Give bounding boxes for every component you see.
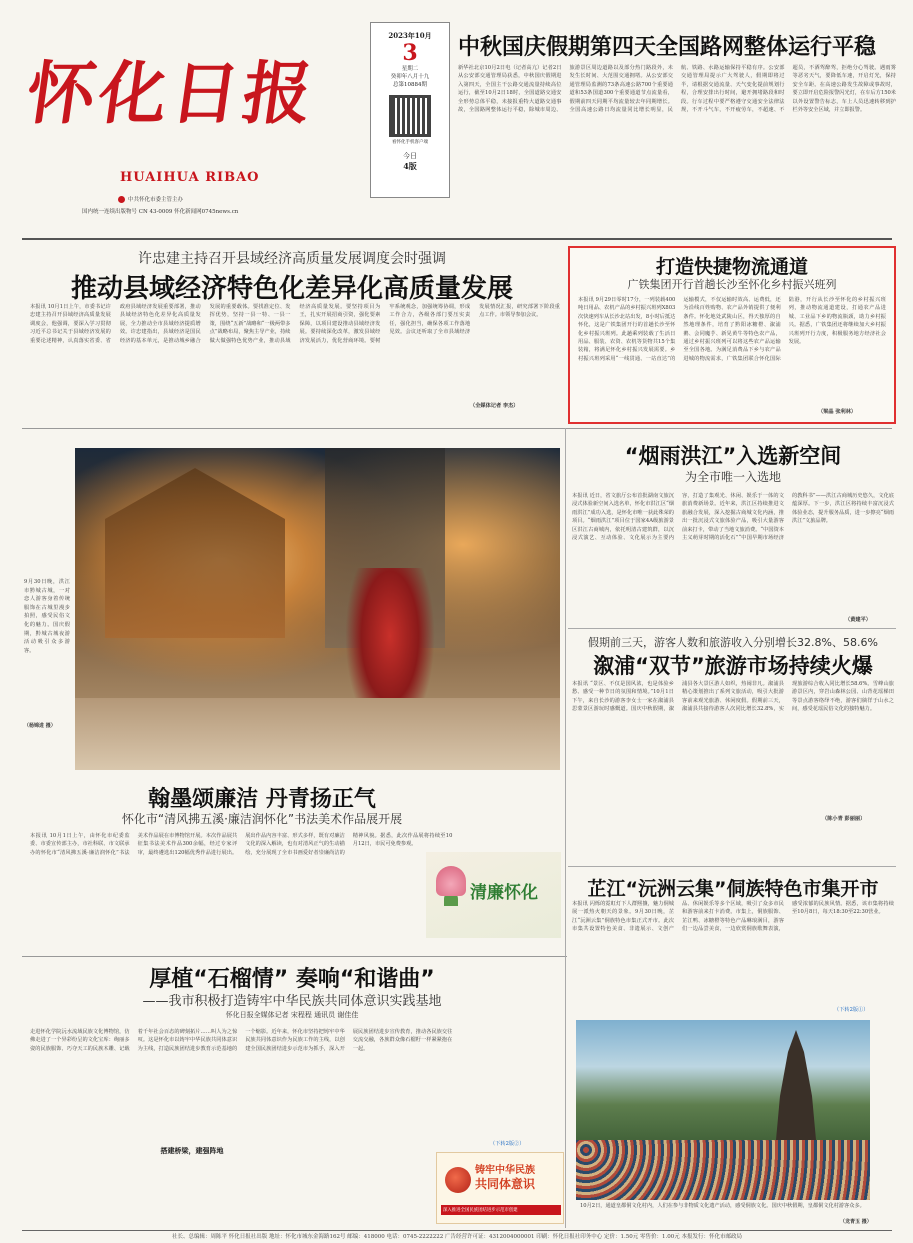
zhijiang-title: 芷江“沅洲云集”侗族特色市集开市: [587, 878, 879, 900]
calligraphy-body: 本报讯 10月1日上午，由怀化市纪委监委、市委宣传部主办，市社科联、市文联承办的怀化市“清风拂五溪·廉洁润怀化”书法美术作品展在市博物馆开展。本次作品展共征集书法美术作品300余幅，经过专家评审，最终遴选出120幅优秀作品进行展出。展出作品内容丰富、形式多样，既有对廉洁文化的深入解读，也有对清风正气的生动描绘，充分展现了全市书画爱好者崇廉尚洁的精神风貌。据悉，此次作品展将持续至10月12日，市民可免费参观。: [30, 833, 453, 856]
shiliu-body: 走进怀化学院沅水流域民族文化博物馆，仿佛走进了一个异彩纷呈的文化宝库：绚丽多姿的民族服饰、巧夺天工的民族木雕、记载着千年社会百态的碑刻拓片……叫人为之惊叹。这是怀化市以铸牢中华民族共同体意识为主线，打造民族团结进步教育示范基地的一个缩影。近年来，怀化市坚持把铸牢中华民族共同体意识作为民族工作的主线，以创建全国民族团结进步示范市为抓手，深入开展民族团结进步宣传教育，推动各民族交往交流交融，各族群众像石榴籽一样紧紧抱在一起。: [30, 1029, 453, 1052]
express-title: 打造快捷物流通道: [655, 256, 808, 278]
ethnic-unity-badge: [436, 1152, 564, 1224]
photo2-caption: [576, 1200, 870, 1232]
tourism-sig: （陈小青 彭丽丽）: [822, 816, 866, 822]
today-label: 今日: [403, 152, 417, 160]
clean-huaihua-cartoon: [426, 852, 561, 938]
hongjiang-sig: （黄建平）: [845, 617, 871, 623]
masthead-org: 中共怀化市委主管主办: [128, 197, 184, 203]
express-sig: （梁晶 张利林）: [818, 409, 857, 415]
section-rule-3: [22, 956, 567, 957]
badge-line2: 共同体意识: [475, 1177, 536, 1191]
hongjiang-title: “烟雨洪江”入选新空间: [624, 444, 842, 468]
hongjiang-body: 本报讯 近日，省文旅厅公布首批湖南文旅沉浸式体验新空间入选名单，怀化市洪江区“烟雨洪江”成功入选，是怀化市唯一获此殊荣的项目。“烟雨洪江”项目位于国家4A级旅游景区洪江古商城内，依托明清古建筑群，以沉浸式演艺、互动体验、文化展示为主要内容，打造了集观光、休闲、娱乐于一体的文旅消费新场景。近年来，洪江区持续推进文旅融合发展，深入挖掘古商城文化内涵，推出一批沉浸式文旅体验产品，吸引大量游客前来打卡，带动了当地文旅消费。“中国资本主义萌芽时期的活化石”“中国早期市场经济的教科书”——洪江古商城历史悠久，文化底蕴深厚。下一步，洪江区将持续丰富沉浸式体验业态，提升服务品质，进一步擦亮“烟雨洪江”文旅品牌。: [572, 493, 894, 542]
express-body: 本报讯 9月29日零时17分，一列装载400吨日用品、农机产品的乡村振兴班列X803次快速列车从长沙北站出发，8小时后抵达怀化，这是广铁集团开行的首趟长沙至怀化乡村振兴班列。此趟乘列装载了生活日用品、服装、农资、农机等货物共15个集装箱，将满足怀化乡村振兴发展需要。乡村振兴班列采用“一线贯通、一站直达”的运输模式，不仅运输时效高、运费低，还为沿线百姓购物、农产品外销提供了便利条件。怀化地处武陵山区，得天独厚的自然地理条件，培育了黔阳冰糖橙、溆浦鹅、会同魔芋、新晃黄牛等特色农产品，通过乡村振兴班列可以将这些农产品运输至全国各地。为满足消费品下乡与农产品进城的物流需求，广铁集团联合怀化国际陆港，开行从长沙至怀化的乡村振兴班列，推动物流通道建设，打通农产品进城、工业品下乡的物流瓶颈，助力乡村振兴。据悉，广铁集团还将继续加大乡村振兴班列开行力度，积极服务地方经济社会发展。: [578, 297, 886, 362]
shiliu-subtitle: ——我市积极打造铸牢中华民族共同体意识实践基地: [142, 994, 442, 1009]
zhijiang-body: 本报讯 闪烁的霓虹灯下人群熙攘，魅力侗城展一派热火朝天的景象。9月30日晚，芷江“沅洲云集”侗族特色市集正式开市。此次市集共设置特色美食、非遗展示、文创产品、休闲娱乐等多个区域，吸引了众多市民和游客前来打卡消费。市集上，侗族服饰、芷江鸭、冰糖橙等特色产品琳琅满目，游客们一边品尝美食，一边欣赏侗族歌舞表演，感受浓郁的民族风情。据悉，该市集将持续至10月8日，每天18:30至22:30营业。: [572, 901, 894, 933]
hongjiang-subtitle: 为全市唯一入选地: [684, 470, 781, 484]
lead-kicker: 许忠建主持召开县域经济高质量发展调度会时强调: [138, 251, 446, 267]
photo-crowd: [576, 1140, 870, 1200]
clean-huaihua-label: 清廉怀化: [470, 883, 538, 903]
photo2-sig: （龙青玉 摄）: [840, 1219, 872, 1225]
page-count: 4版: [403, 161, 417, 171]
express-subtitle: 广铁集团开行首趟长沙至怀化乡村振兴班列: [627, 278, 837, 291]
column-rule-main: [565, 428, 566, 1228]
qr-caption: 看怀化手机客户端: [392, 140, 428, 145]
lotus-icon: [436, 866, 466, 896]
calligraphy-subtitle: 怀化市“清风拂五溪·廉洁润怀化”书法美术作品展开展: [121, 812, 403, 826]
photo-ancient-town-night: [75, 448, 560, 770]
top-story-body: 新华社北京10月2日电（记者高亢）记者2日从公安部交通管理局获悉，中秋国庆假期进入第四天，全国主干公路交通流量持续高位运行，截至10月2日18时，全国道路交通安全形势总体平稳，未接报重特大道路交通事故，全国路网整体运行平稳，除城市周边、旅游景区周边道路以及部分热门路段外，未发生长时间、大范围交通拥堵。从公安部交通管理局监测的73条高速公路700个重要通道和53条国道300个重要通道节点流量看，假期前四天同期平均流量较去年同期增长。全国高速公路日均流量同比增长明显，民航、铁路、水路运输保持平稳有序。公安部交通管理局提示广大驾驶人，假期即将过半，请根据交通流量、天气变化提前规划行程，合理安排出行时间，避开拥堵路段和时段。行车过程中要严格遵守交通安全法律法规，不开斗气车，不开疲劳车，不超速、不超员，不酒驾醉驾，拒绝分心驾驶。遇雨雾等恶劣天气，要降低车速，开启灯光，保持安全车距。在高速公路发生故障或事故时，要立即开启危险报警闪光灯，在车后方150米以外设置警告标志，车上人员迅速转移到护栏外等安全区域，并立即报警。: [458, 65, 896, 114]
photo-dong-village: [576, 1020, 870, 1232]
date-issue: 总第10884期: [393, 82, 427, 88]
footer-text: 社长、总编辑：周陈平 怀化日报社出版 地址：怀化市城东金海路162号 邮编：418000 电话：0745-2222222 广告经营许可证：4312004000001 印刷：怀化日报社印务中心 定价：1.50元 零售价：1.00元 本报发行：怀化市邮政局: [171, 1234, 743, 1240]
section-rule-1: [22, 428, 892, 429]
party-emblem-icon: [118, 196, 125, 203]
lead-sig: （全媒体记者 李杰）: [470, 403, 519, 409]
top-story-title: 中秋国庆假期第四天全国路网整体运行平稳: [458, 35, 877, 60]
newspaper-pinyin: HUAIHUA RIBAO: [120, 170, 260, 185]
date-weekday: 星期二: [401, 66, 419, 72]
qr-code[interactable]: [389, 95, 431, 137]
date-day: 3: [402, 40, 418, 66]
masthead: [22, 20, 357, 240]
newspaper-logo: 怀化日报: [21, 54, 321, 134]
lead-body: 本报讯 10月1日上午，市委书记许忠建主持召开县域经济高质量发展调度会，他强调，要深入学习贯彻习近平总书记关于县域经济发展的重要论述精神，认真落实省委、省政府县域经济发展重要部署，推动县域经济特色化差异化高质量发展，全力推动全市县域经济提质增效。许忠建指出，县域经济是国民经济的基本单元，是推动城乡融合发展的重要载体。要找准定位、发挥优势，坚持一县一特、一县一策，围绕“五新”战略和“一极两带多点”战略布局，聚焦主导产业，持续做大做强特色优势产业，推动县域经济高质量发展。要坚持项目为王，扎实开展招商引资，强化要素保障，以项目建设推动县域经济发展。要持续深化改革，激发县域经济发展活力，优化营商环境。要树牢系统观念，加强统筹协调，形成工作合力，各级各部门要压实责任，强化担当，确保各项工作落地见效。会议还听取了全市县域经济发展情况汇报，研究部署下阶段重点工作。市领导参加会议。: [30, 304, 560, 344]
zhijiang-jump[interactable]: （下转2版①）: [834, 1007, 869, 1013]
masthead-rule: [22, 238, 892, 240]
section-rule-2: [568, 628, 896, 629]
footer-rule: [22, 1230, 892, 1231]
lead-title: 推动县域经济特色化差异化高质量发展: [70, 274, 513, 304]
shiliu-byline: 怀化日报全媒体记者 宋程程 通讯员 谢佳佳: [225, 1011, 359, 1019]
shiliu-title: 厚植“石榴情” 奏响“和谐曲”: [149, 967, 435, 992]
tourism-title: 溆浦“双节”旅游市场持续火爆: [593, 654, 873, 678]
badge-line1: 铸牢中华民族: [475, 1165, 535, 1176]
calligraphy-title: 翰墨颂廉洁 丹青扬正气: [148, 787, 376, 812]
badge-line3: 深入推进全国民族团结进步示范市创建: [441, 1205, 561, 1215]
tourism-kicker: 假期前三天，游客人数和旅游收入分别增长32.8%、58.6%: [588, 636, 878, 649]
pomegranate-icon: [445, 1167, 471, 1193]
photo1-caption: 9月30日晚，洪江市黔城古城，一对恋人游客身着传统服饰在古城里漫步拍照，感受民俗文化的魅力。国庆假期，黔城古城夜游活动吸引众多游客。: [24, 579, 70, 654]
photo-drum-tower: [776, 1030, 816, 1140]
photo1-sig: （杨锦进 摄）: [24, 723, 56, 729]
date-year-month: 2023年10月: [388, 31, 432, 40]
date-lunar: 癸卯年八月十九: [390, 74, 430, 80]
photo-street: [75, 698, 560, 770]
date-box: [370, 22, 450, 198]
tourism-body: 本报讯 “景区、不仅是国风浓，也是体验乡愁、感受一种节日的氛围和情境。”10月1日下午，来自长沙的游客李女士一家在溆浦县思蒙景区游玩时感慨道。国庆中秋假期，溆浦县各大景区游人如织，热闹非凡。溆浦县精心策划推出了系列文旅活动，吸引大批游客前来观光旅游、休闲度假。假期前三天，溆浦县共接待游客人次同比增长32.8%，实现旅游综合收入同比增长58.6%。雪峰山旅游景区内，穿岩山森林公园、山背花瑶梯田等景点游客络绎不绝，游客们徜徉于山水之间，感受花瑶民俗文化的独特魅力。: [572, 681, 894, 713]
shiliu-section-head: 搭建桥梁，建强阵地: [142, 1146, 242, 1156]
masthead-issn: 国内统一连续出版物号 CN 43-0009 怀化新闻网0745news.cn: [82, 209, 239, 215]
photo-building-shape: [105, 468, 285, 638]
shiliu-jump[interactable]: （下转2版②）: [490, 1141, 525, 1147]
section-rule-4: [568, 866, 896, 867]
photo2-caption-text: 10月2日，通道皇都侗文化村内，人们在参与非物质文化遗产活动，感受侗族文化。国庆中秋假期，皇都侗文化村游客众多。: [580, 1203, 865, 1209]
